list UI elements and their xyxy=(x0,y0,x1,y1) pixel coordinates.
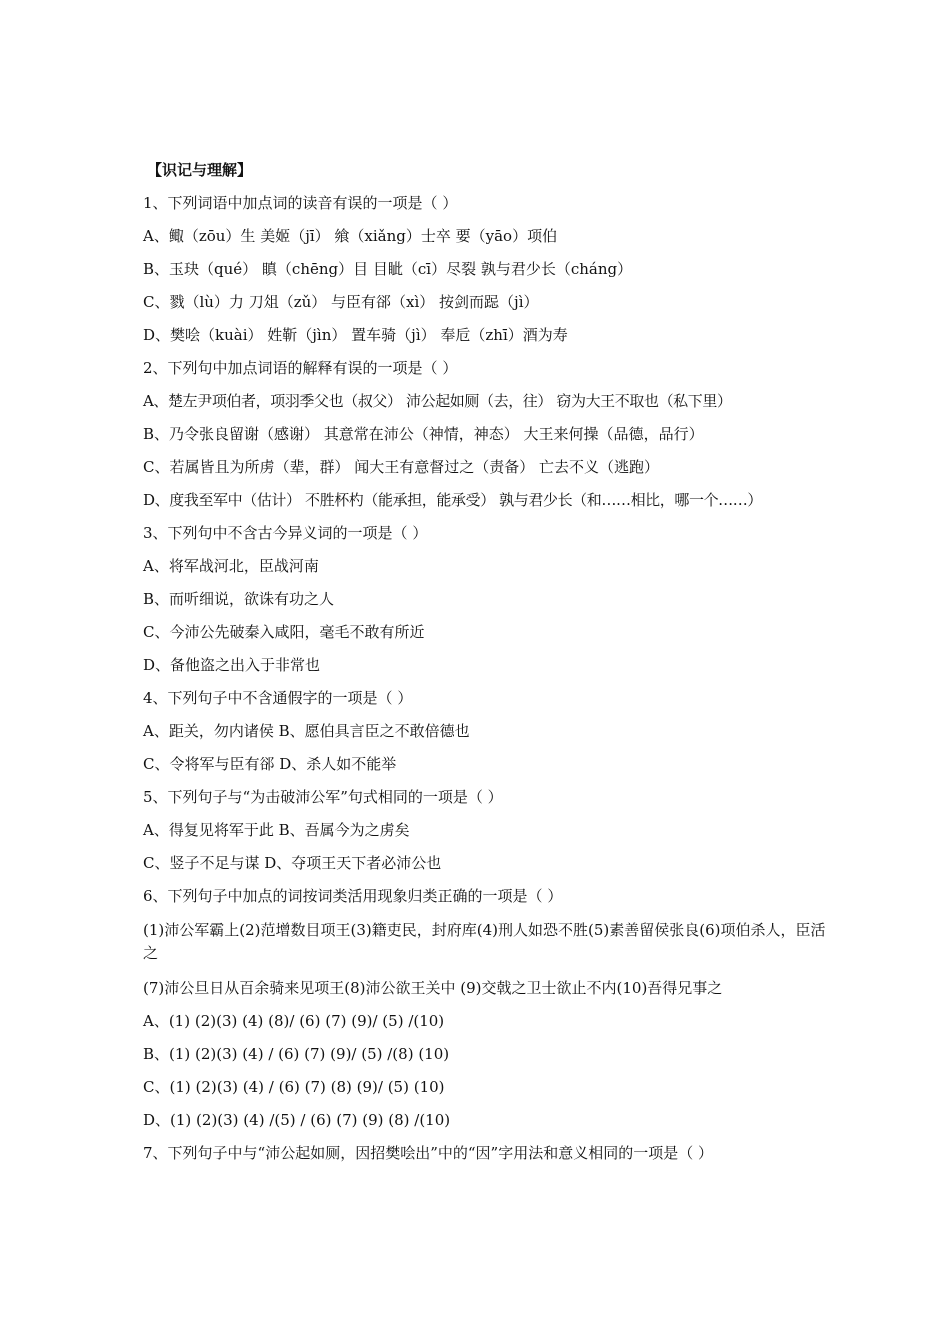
question-3-option-d: D、备他盗之出入于非常也 xyxy=(143,656,321,674)
document-body xyxy=(143,160,833,1176)
section-title: 【识记与理解】 xyxy=(147,161,253,179)
question-7-stem: 7、下列句子中与“沛公起如厕，因招樊哙出”中的“因”字用法和意义相同的一项是（ ） xyxy=(143,1144,713,1162)
question-2-option-c: C、若属皆且为所虏（辈，群） 闻大王有意督过之（责备） 亡去不义（逃跑） xyxy=(143,458,660,476)
question-2-stem: 2、下列句中加点词语的解释有误的一项是（ ） xyxy=(143,359,458,377)
question-6-stem: 6、下列句子中加点的词按词类活用现象归类正确的一项是（ ） xyxy=(143,887,563,905)
question-4-options-ab: A、距关，勿内诸侯 B、愿伯具言臣之不敢倍德也 xyxy=(143,722,470,740)
question-6-option-d: D、(1) (2)(3) (4) /(5) / (6) (7) (9) (8) /(10) xyxy=(143,1111,451,1129)
question-4-stem: 4、下列句子中不含通假字的一项是（ ） xyxy=(143,689,413,707)
question-5-options-ab: A、得复见将军于此 B、吾属今为之虏矣 xyxy=(143,821,410,839)
question-6-sentences-part-2: (7)沛公旦日从百余骑来见项王(8)沛公欲王关中 (9)交戟之卫士欲止不内(10)吾得兄事之 xyxy=(143,979,723,997)
question-1-option-c: C、戮（lù）力 刀俎（zǔ） 与臣有郤（xì） 按剑而跽（jì） xyxy=(143,293,539,311)
question-1-option-a: A、鲰（zōu）生 美姬（jī） 飨（xiǎng）士卒 要（yāo）项伯 xyxy=(143,227,558,245)
question-3-option-c: C、今沛公先破秦入咸阳，毫毛不敢有所近 xyxy=(143,623,425,641)
question-5-stem: 5、下列句子与“为击破沛公军”句式相同的一项是（ ） xyxy=(143,788,503,806)
question-3-option-b: B、而听细说，欲诛有功之人 xyxy=(143,590,335,608)
question-3-stem: 3、下列句中不含古今异义词的一项是（ ） xyxy=(143,524,428,542)
question-1-option-b: B、玉玦（qué） 瞋（chēng）目 目眦（cī）尽裂 孰与君少长（cháng） xyxy=(143,260,633,278)
question-1-stem: 1、下列词语中加点词的读音有误的一项是（ ） xyxy=(143,194,458,212)
question-5-options-cd: C、竖子不足与谋 D、夺项王天下者必沛公也 xyxy=(143,854,442,872)
question-4-options-cd: C、令将军与臣有郤 D、杀人如不能举 xyxy=(143,755,397,773)
question-6-sentences-part-1: (1)沛公军霸上(2)范增数目项王(3)籍吏民，封府库(4)刑人如恐不胜(5)素善留侯张良(6)项伯杀人，臣活之 xyxy=(143,921,826,962)
question-6-option-a: A、(1) (2)(3) (4) (8)/ (6) (7) (9)/ (5) /(10) xyxy=(143,1012,445,1030)
question-1-option-d: D、樊哙（kuài） 姓靳（jìn） 置车骑（jì） 奉卮（zhī）酒为寿 xyxy=(143,326,568,344)
question-6-option-c: C、(1) (2)(3) (4) / (6) (7) (8) (9)/ (5) (10) xyxy=(143,1078,445,1096)
question-2-option-b: B、乃令张良留谢（感谢） 其意常在沛公（神情，神态） 大王来何操（品德，品行） xyxy=(143,425,704,443)
question-6-option-b: B、(1) (2)(3) (4) / (6) (7) (9)/ (5) /(8) (10) xyxy=(143,1045,450,1063)
question-2-option-d: D、度我至军中（估计） 不胜杯杓（能承担，能承受） 孰与君少长（和……相比，哪一个……） xyxy=(143,491,762,509)
question-2-option-a: A、楚左尹项伯者，项羽季父也（叔父） 沛公起如厕（去，往） 窃为大王不取也（私下里） xyxy=(143,392,732,410)
question-3-option-a: A、将军战河北，臣战河南 xyxy=(143,557,319,575)
